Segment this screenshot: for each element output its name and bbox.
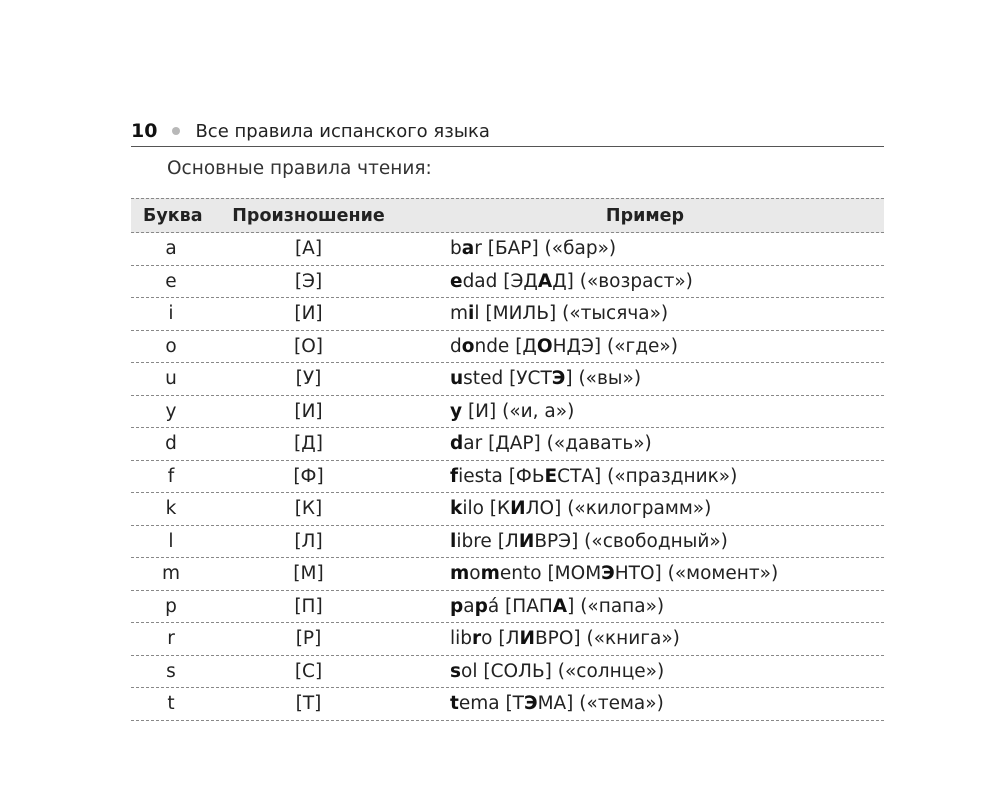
cell-example	[406, 531, 884, 552]
cell-example	[406, 661, 884, 682]
cell-letter: a	[165, 238, 177, 260]
table-row	[131, 623, 884, 656]
cell-example	[406, 628, 884, 649]
example-segment: СТА] («праздник»)	[557, 465, 738, 487]
example-stressed-segment: Э	[601, 563, 615, 585]
table-body	[131, 233, 884, 721]
example-stressed-segment: Е	[544, 465, 558, 487]
example-stressed-segment: f	[450, 465, 459, 487]
cell-letter: t	[167, 693, 175, 715]
table-row	[131, 558, 884, 591]
table-row	[131, 461, 884, 494]
cell-letter: d	[165, 433, 177, 455]
example-segment: МА] («тема»)	[537, 693, 664, 715]
reading-rules-table	[131, 198, 884, 721]
example-stressed-segment: m	[450, 563, 470, 585]
cell-pronunciation: [Т]	[295, 693, 322, 715]
example-segment: á [ПАП	[487, 595, 553, 617]
cell-letter: m	[161, 563, 181, 585]
cell-example	[406, 368, 884, 389]
cell-example	[406, 303, 884, 324]
example-stressed-segment: p	[450, 595, 464, 617]
cell-letter: f	[167, 465, 175, 487]
example-segment: [И] («и, а»)	[462, 400, 575, 422]
example-stressed-segment: r	[472, 628, 482, 650]
table-row	[131, 656, 884, 689]
example-stressed-segment: Э	[523, 693, 538, 715]
table-row	[131, 331, 884, 364]
intro-text: Основные правила чтения:	[167, 158, 432, 179]
example-stressed-segment: e	[450, 270, 463, 292]
table-row	[131, 428, 884, 461]
example-stressed-segment: u	[450, 368, 464, 390]
example-segment: НТО] («момент»)	[614, 563, 779, 585]
cell-pronunciation: [Э]	[294, 270, 323, 292]
cell-letter: k	[165, 498, 177, 520]
cell-example	[406, 596, 884, 617]
example-segment: l [МИЛЬ] («тысяча»)	[474, 303, 669, 325]
table-row	[131, 233, 884, 266]
cell-letter: u	[165, 368, 177, 390]
table-row	[131, 266, 884, 299]
column-header-letter: Буква	[143, 205, 203, 226]
example-stressed-segment: И	[519, 628, 535, 650]
example-stressed-segment: m	[480, 563, 500, 585]
example-stressed-segment: l	[450, 530, 457, 552]
cell-example	[406, 563, 884, 584]
column-header-example: Пример	[605, 205, 685, 226]
example-segment: ВРЭ] («свободный»)	[534, 530, 728, 552]
cell-example	[406, 271, 884, 292]
cell-pronunciation: [М]	[293, 563, 324, 585]
example-segment: lib	[450, 628, 473, 650]
cell-letter: y	[165, 400, 177, 422]
cell-pronunciation: [Р]	[295, 628, 322, 650]
cell-letter: e	[165, 270, 177, 292]
example-segment: nde [Д	[474, 335, 537, 357]
cell-example	[406, 238, 884, 259]
cell-letter: o	[165, 335, 177, 357]
example-segment: o	[469, 563, 481, 585]
example-stressed-segment: А	[537, 270, 553, 292]
cell-pronunciation: [О]	[294, 335, 323, 357]
example-segment: ar [ДАР] («давать»)	[463, 433, 652, 455]
table-row	[131, 688, 884, 721]
cell-example	[406, 498, 884, 519]
example-segment: d	[450, 335, 462, 357]
example-segment: НДЭ] («где»)	[552, 335, 678, 357]
cell-example	[406, 466, 884, 487]
example-stressed-segment: И	[510, 498, 526, 520]
cell-pronunciation: [С]	[294, 660, 323, 682]
cell-example	[406, 693, 884, 714]
example-segment: ЛО] («килограмм»)	[525, 498, 712, 520]
example-segment: sted [УСТ	[463, 368, 552, 390]
cell-pronunciation: [Д]	[294, 433, 323, 455]
example-stressed-segment: d	[450, 433, 464, 455]
example-segment: ento [МОМ	[499, 563, 602, 585]
cell-pronunciation: [И]	[294, 400, 323, 422]
example-segment: Д] («возраст»)	[552, 270, 693, 292]
example-stressed-segment: i	[468, 303, 475, 325]
example-stressed-segment: Э	[551, 368, 566, 390]
example-stressed-segment: o	[461, 335, 475, 357]
column-header-pronunciation: Произношение	[232, 205, 385, 226]
cell-example	[406, 336, 884, 357]
example-stressed-segment: y	[450, 400, 463, 422]
example-segment: dad [ЭД	[462, 270, 538, 292]
example-stressed-segment: t	[450, 693, 459, 715]
cell-example	[406, 433, 884, 454]
example-segment: iesta [ФЬ	[458, 465, 545, 487]
bullet-dot-icon	[172, 127, 180, 135]
example-stressed-segment: s	[450, 660, 462, 682]
example-segment: ol [СОЛЬ] («солнце»)	[461, 660, 665, 682]
example-stressed-segment: a	[461, 238, 475, 260]
example-segment: ВРО] («книга»)	[534, 628, 680, 650]
cell-pronunciation: [Ф]	[293, 465, 324, 487]
table-row	[131, 493, 884, 526]
cell-letter: r	[167, 628, 175, 650]
page-header	[131, 116, 884, 147]
cell-example	[406, 401, 884, 422]
example-stressed-segment: А	[552, 595, 568, 617]
example-stressed-segment: p	[474, 595, 488, 617]
example-segment: a	[463, 595, 475, 617]
example-segment: ema [Т	[458, 693, 524, 715]
example-segment: r [БАР] («бар»)	[474, 238, 617, 260]
running-title: Все правила испанского языка	[195, 120, 490, 142]
table-header-row	[131, 198, 884, 233]
table-row	[131, 526, 884, 559]
example-stressed-segment: И	[518, 530, 535, 552]
example-stressed-segment: k	[450, 498, 463, 520]
example-segment: ] («папа»)	[567, 595, 665, 617]
example-segment: ibre [Л	[456, 530, 519, 552]
table-row	[131, 591, 884, 624]
table-row	[131, 396, 884, 429]
example-segment: m	[450, 303, 469, 325]
example-segment: ilo [К	[462, 498, 511, 520]
example-segment: ] («вы»)	[565, 368, 642, 390]
example-segment: b	[450, 238, 462, 260]
cell-pronunciation: [К]	[294, 498, 323, 520]
cell-pronunciation: [Л]	[294, 530, 323, 552]
table-row	[131, 363, 884, 396]
cell-pronunciation: [У]	[295, 368, 322, 390]
cell-pronunciation: [П]	[294, 595, 323, 617]
cell-letter: i	[168, 303, 174, 325]
cell-letter: l	[168, 530, 174, 552]
cell-pronunciation: [А]	[294, 238, 323, 260]
table-row	[131, 298, 884, 331]
page-number: 10	[131, 120, 158, 142]
example-stressed-segment: О	[536, 335, 553, 357]
cell-pronunciation: [И]	[294, 303, 323, 325]
example-segment: o [Л	[481, 628, 520, 650]
cell-letter: p	[165, 595, 177, 617]
cell-letter: s	[166, 660, 176, 682]
